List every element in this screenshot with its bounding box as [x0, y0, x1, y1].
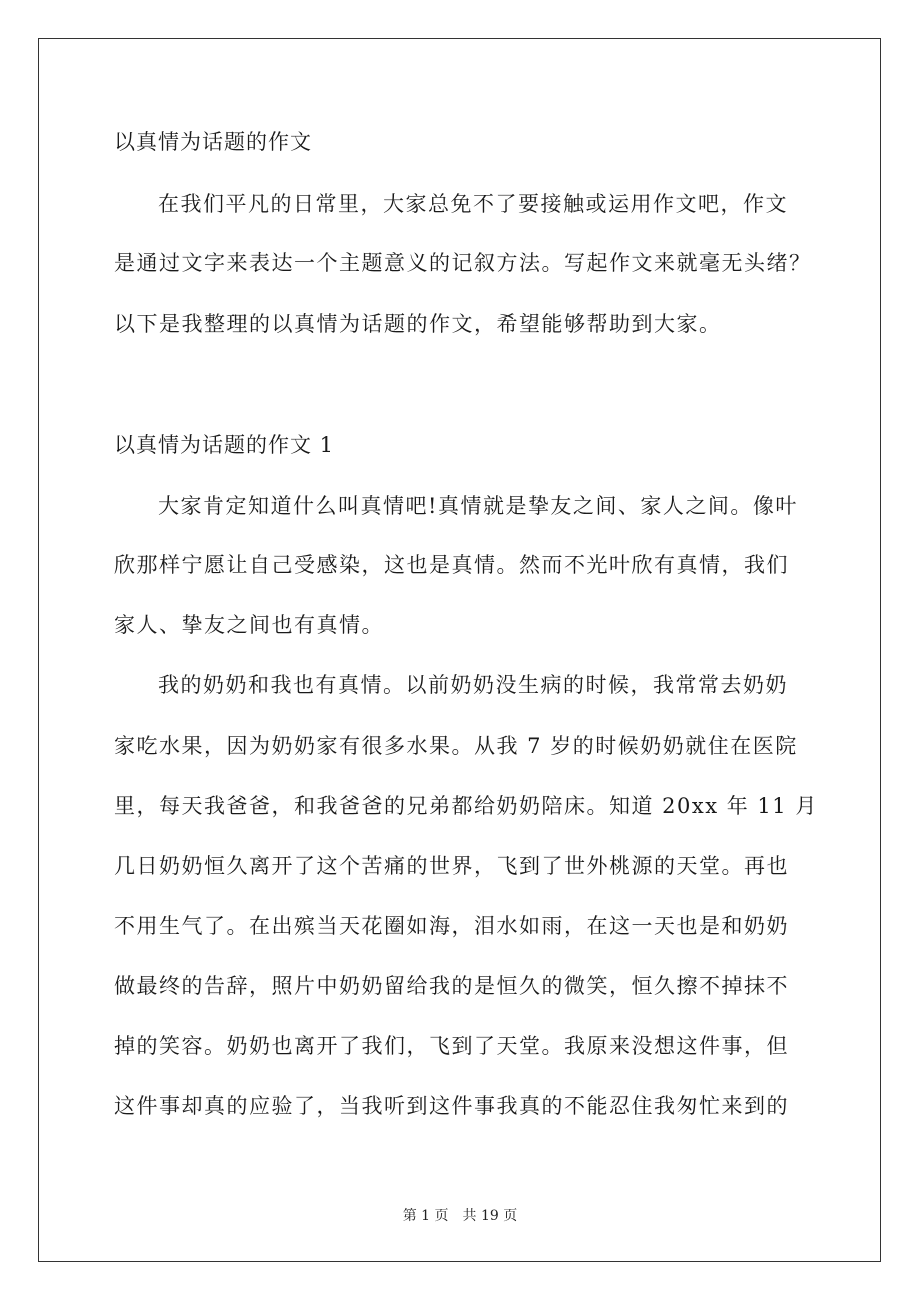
intro-line: 以下是我整理的以真情为话题的作文，希望能够帮助到大家。 — [114, 312, 722, 336]
paragraph-line: 家人、挚友之间也有真情。 — [114, 613, 384, 637]
paragraph-line: 里，每天我爸爸，和我爸爸的兄弟都给奶奶陪床。知道 20xx 年 11 月 — [114, 794, 818, 818]
paragraph-line: 几日奶奶恒久离开了这个苦痛的世界，飞到了世外桃源的天堂。再也 — [114, 854, 789, 878]
document-title: 以真情为话题的作文 — [114, 130, 312, 154]
page-number-footer: 第 1 页 共 19 页 — [402, 1208, 518, 1224]
paragraph-line: 做最终的告辞，照片中奶奶留给我的是恒久的微笑，恒久擦不掉抹不 — [114, 974, 789, 998]
page-border — [38, 38, 881, 1262]
intro-line: 是通过文字来表达一个主题意义的记叙方法。写起作文来就毫无头绪？ — [114, 251, 812, 275]
section-title: 以真情为话题的作文 1 — [114, 433, 335, 457]
paragraph-line: 我的奶奶和我也有真情。以前奶奶没生病的时候，我常常去奶奶 — [158, 673, 788, 697]
paragraph-line: 家吃水果，因为奶奶家有很多水果。从我 7 岁的时候奶奶就住在医院 — [114, 734, 798, 758]
paragraph-line: 大家肯定知道什么叫真情吧!真情就是挚友之间、家人之间。像叶 — [158, 494, 798, 518]
intro-line: 在我们平凡的日常里，大家总免不了要接触或运用作文吧，作文 — [158, 192, 788, 216]
paragraph-line: 这件事却真的应验了，当我听到这件事我真的不能忍住我匆忙来到的 — [114, 1094, 789, 1118]
paragraph-line: 不用生气了。在出殡当天花圈如海，泪水如雨，在这一天也是和奶奶 — [114, 914, 789, 938]
paragraph-line: 欣那样宁愿让自己受感染，这也是真情。然而不光叶欣有真情，我们 — [114, 553, 789, 577]
paragraph-line: 掉的笑容。奶奶也离开了我们，飞到了天堂。我原来没想这件事，但 — [114, 1034, 789, 1058]
